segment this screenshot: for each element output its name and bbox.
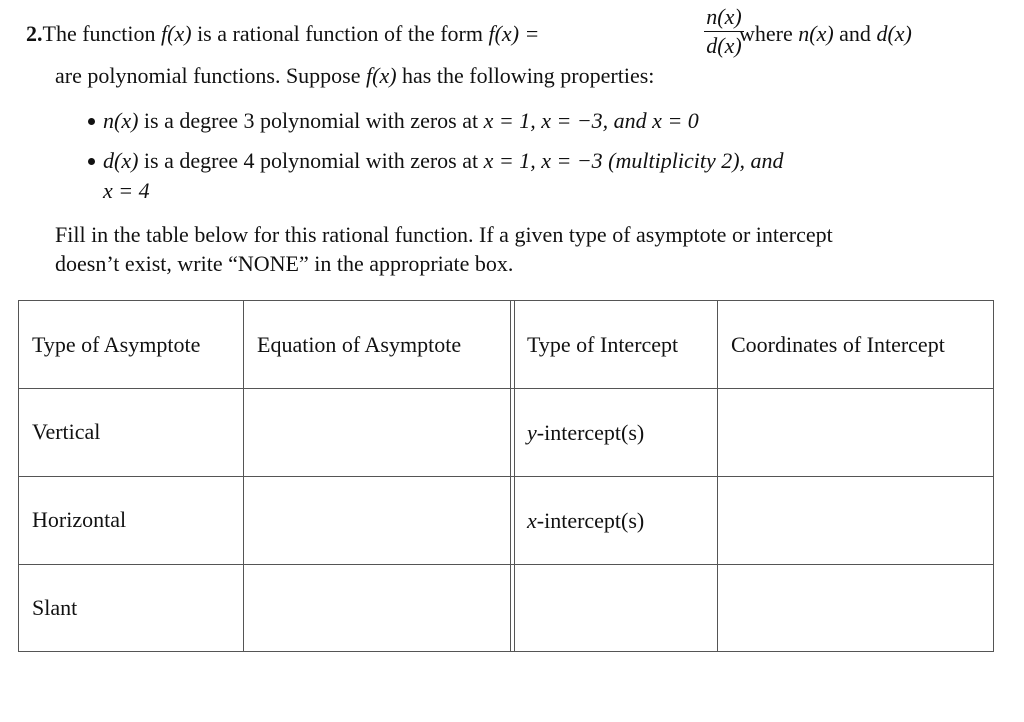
fraction-numerator: n(x) (706, 4, 742, 29)
bullet-item-1 (103, 110, 699, 132)
math-fx: f(x) (161, 21, 192, 46)
problem-text: and (833, 21, 877, 46)
math-nx: n(x) (798, 21, 834, 46)
header-equation-of-asymptote: Equation of Asymptote (257, 332, 462, 357)
bullet-text: is a degree 4 polynomial with zeros at (138, 148, 484, 173)
math-var-x: x (527, 508, 537, 533)
cell-y-intercept-coords-input[interactable] (718, 389, 994, 476)
header-type-of-asymptote: Type of Asymptote (32, 332, 201, 357)
math-dx: d(x) (103, 148, 139, 173)
cell-x-intercept-coords-input[interactable] (718, 477, 994, 564)
fraction-denominator: d(x) (706, 33, 742, 58)
problem-text: are polynomial functions. Suppose (55, 63, 367, 88)
math-fx-equals: f(x) = (488, 21, 540, 46)
cell-intercept-type-x (527, 510, 644, 532)
math-nx: n(x) (103, 108, 139, 133)
cell-horizontal-equation-input[interactable] (244, 477, 510, 564)
bullet-text: is a degree 3 polynomial with zeros at (138, 108, 484, 133)
bullet-icon (88, 118, 95, 125)
problem-text: is a rational function of the form (191, 21, 489, 46)
math-var-y: y (527, 420, 537, 445)
cell-intercept-type-y (527, 422, 644, 444)
instructions-line-1: Fill in the table below for this rational function. If a given type of asymptote or intercept (55, 222, 833, 247)
math-fx: f(x) (366, 63, 397, 88)
instructions-line-2: doesn’t exist, write “NONE” in the appropriate box. (55, 251, 514, 276)
problem-number: 2. (26, 21, 43, 46)
problem-text: The function (42, 21, 162, 46)
problem-text: where (739, 21, 799, 46)
cell-empty (515, 565, 717, 652)
cell-asymptote-type-horizontal: Horizontal (32, 507, 127, 532)
cell-asymptote-type-slant: Slant (32, 595, 78, 620)
fraction-bar (704, 31, 744, 32)
math-dx: d(x) (876, 21, 912, 46)
header-coordinates-of-intercept: Coordinates of Intercept (731, 332, 945, 357)
bullet-item-2 (103, 150, 784, 172)
problem-text: has the following properties: (396, 63, 655, 88)
cell-vertical-equation-input[interactable] (244, 389, 510, 476)
problem-line-2 (55, 65, 654, 87)
cell-empty-coords (718, 565, 994, 652)
cell-asymptote-type-vertical: Vertical (32, 419, 101, 444)
bullet-item-2-continuation: x = 4 (103, 178, 150, 203)
math-zeros: x = 1, x = −3 (multiplicity 2), and (483, 148, 784, 173)
problem-line-1 (26, 23, 539, 45)
header-type-of-intercept: Type of Intercept (527, 332, 679, 357)
cell-slant-equation-input[interactable] (244, 565, 510, 652)
math-zeros: x = 1, x = −3, and x = 0 (483, 108, 699, 133)
asymptote-intercept-table (18, 300, 994, 652)
bullet-icon (88, 158, 95, 165)
intercept-label: -intercept(s) (536, 420, 645, 445)
fraction-n-over-d (704, 6, 744, 57)
problem-line-1-tail (739, 23, 912, 45)
intercept-label: -intercept(s) (536, 508, 645, 533)
